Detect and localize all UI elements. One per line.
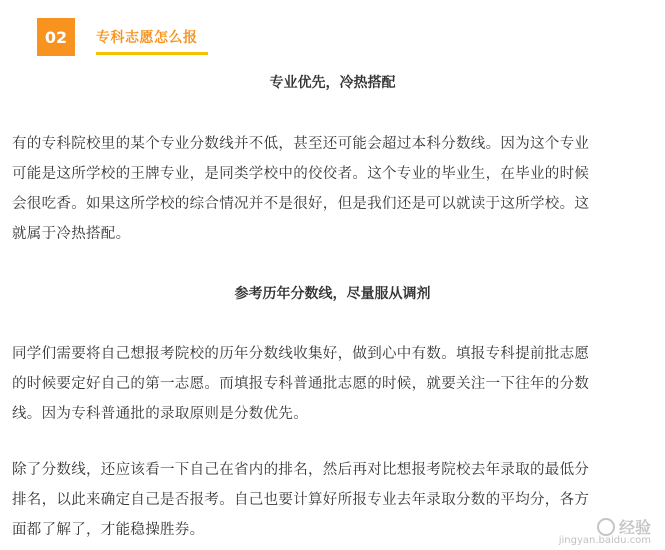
paragraph-line: 的时候要定好自己的第一志愿。而填报专科普通批志愿的时候，就要关注一下往年的分数 [12,376,590,392]
paragraph-1 [12,129,652,249]
subheading-2: 参考历年分数线，尽量服从调剂 [234,286,431,302]
section-number-badge: 02 [37,18,75,56]
paragraph-3 [12,455,652,545]
baidu-jingyan-watermark [558,515,651,546]
section-underline [96,52,208,55]
watermark-subtext: jingyan.baidu.com [558,535,651,546]
paragraph-line: 排名，以此来确定自己是否报考。自己也要计算好所报专业去年录取分数的平均分，各方 [12,492,590,508]
subheading-1: 专业优先，冷热搭配 [269,75,396,91]
paragraph-line: 可能是这所学校的王牌专业，是同类学校中的佼佼者。这个专业的毕业生，在毕业的时候 [12,166,590,182]
section-title-wrap [96,18,198,56]
section-title: 专科志愿怎么报 [96,30,198,46]
baidu-paw-icon [597,518,615,536]
paragraph-line: 同学们需要将自己想报考院校的历年分数线收集好，做到心中有数。填报专科提前批志愿 [12,346,590,362]
section-header [37,18,198,56]
paragraph-line: 面都了解了，才能稳操胜券。 [12,522,205,538]
paragraph-line: 会很吃香。如果这所学校的综合情况并不是很好，但是我们还是可以就读于这所学校。这 [12,196,590,212]
paragraph-line: 就属于冷热搭配。 [12,226,131,242]
paragraph-line: 除了分数线，还应该看一下自己在省内的排名，然后再对比想报考院校去年录取的最低分 [12,462,590,478]
paragraph-line: 线。因为专科普通批的录取原则是分数优先。 [12,406,308,422]
watermark-text: 经验 [618,518,651,537]
paragraph-2 [12,339,652,429]
paragraph-line: 有的专科院校里的某个专业分数线并不低，甚至还可能会超过本科分数线。因为这个专业 [12,136,590,152]
